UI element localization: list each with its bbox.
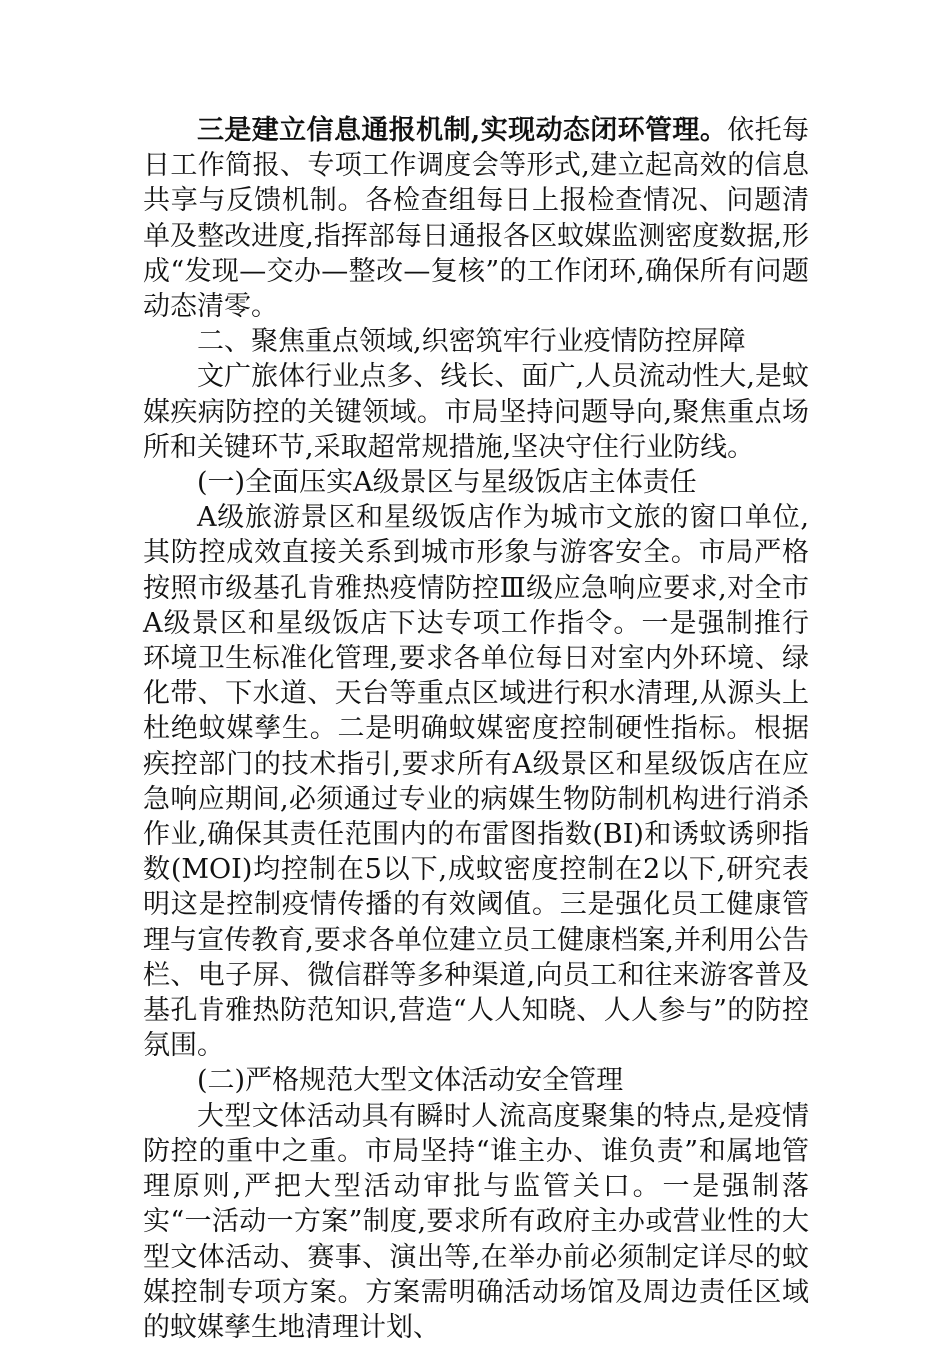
subsection-heading-one: (一)全面压实A级景区与星级饭店主体责任	[197, 467, 697, 499]
subsection-heading-two: (二)严格规范大型文体活动安全管理	[197, 1065, 624, 1097]
paragraph-industry-overview: 文广旅体行业点多、线长、面广,人员流动性大,是蚊媒疾病防控的关键领域。市局坚持问题导向,聚焦重点场所和关键环节,采取超常规措施,坚决守住行业防线。	[143, 361, 809, 463]
paragraph-lead-text: 三是建立信息通报机制,实现动态闭环管理。	[197, 115, 728, 146]
section-heading-two: 二、聚焦重点领域,织密筑牢行业疫情防控屏障	[197, 326, 746, 358]
paragraph-body-text: 依托每日工作简报、专项工作调度会等形式,建立起高效的信息共享与反馈机制。各检查组每日上报检查情况、问题清单及整改进度,指挥部每日通报各区蚊媒监测密度数据,形成“发现—交办—整改—复核”的工作闭环,确保所有问题动态清零。	[143, 115, 809, 323]
document-body	[143, 113, 809, 1345]
paragraph-scenic-hotels: A级旅游景区和星级饭店作为城市文旅的窗口单位,其防控成效直接关系到城市形象与游客安全。市局严格按照市级基孔肯雅热疫情防控Ⅲ级应急响应要求,对全市A级景区和星级饭店下达专项工作指令。一是强制推行环境卫生标准化管理,要求各单位每日对室内外环境、绿化带、下水道、天台等重点区域进行积水清理,从源头上杜绝蚊媒孳生。二是明确蚊媒密度控制硬性指标。根据疾控部门的技术指引,要求所有A级景区和星级饭店在应急响应期间,必须通过专业的病媒生物防制机构进行消杀作业,确保其责任范围内的布雷图指数(BI)和诱蚊诱卵指数(MOI)均控制在5以下,成蚊密度控制在2以下,研究表明这是控制疫情传播的有效阈值。三是强化员工健康管理与宣传教育,要求各单位建立员工健康档案,并利用公告栏、电子屏、微信群等多种渠道,向员工和往来游客普及基孔肯雅热防范知识,营造“人人知晓、人人参与”的防控氛围。	[143, 502, 809, 1062]
paragraph-info-mechanism	[143, 113, 809, 324]
paragraph-large-events: 大型文体活动具有瞬时人流高度聚集的特点,是疫情防控的重中之重。市局坚持“谁主办、谁负责”和属地管理原则,严把大型活动审批与监管关口。一是强制落实“一活动一方案”制度,要求所有政府主办或营业性的大型文体活动、赛事、演出等,在举办前必须制定详尽的蚊媒控制专项方案。方案需明确活动场馆及周边责任区域的蚊媒孳生地清理计划、	[143, 1100, 809, 1343]
